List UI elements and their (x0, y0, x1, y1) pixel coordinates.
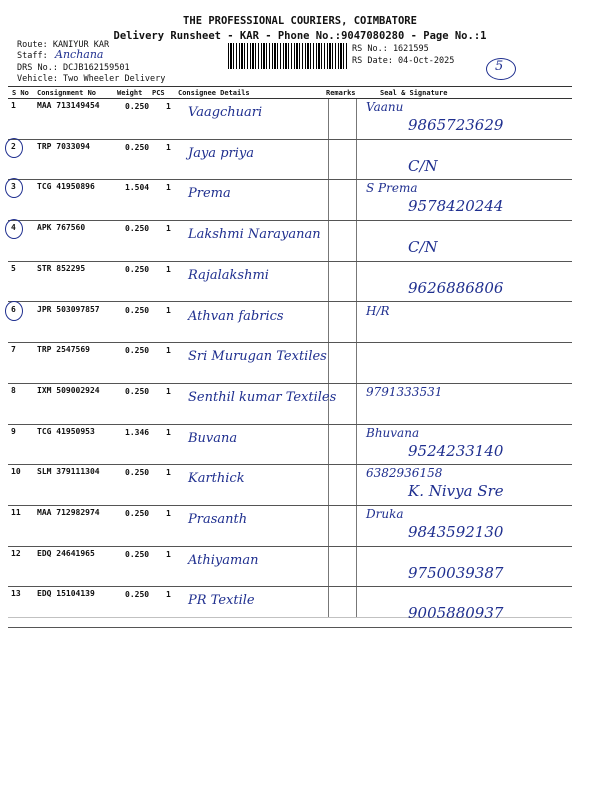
row-weight: 0.250 (125, 224, 150, 234)
row-sno: 3 (11, 182, 16, 192)
row-signature-bottom: 9750039387 (408, 563, 504, 582)
row-consignee: Vaagchuari (188, 105, 263, 120)
row-weight: 0.250 (125, 509, 150, 518)
row-weight: 0.250 (125, 590, 150, 600)
row-consignee: Karthick (188, 471, 245, 487)
row-signature-top: Bhuvana (366, 425, 420, 440)
row-consignment: APK 767560 (37, 223, 86, 233)
row-sno: 9 (11, 426, 16, 436)
row-pcs: 1 (166, 386, 171, 396)
row-sno: 11 (11, 508, 21, 517)
row-consignment: TCG 41950896 (37, 182, 95, 192)
row-consignment: EDQ 15104139 (37, 589, 95, 599)
row-sno: 7 (11, 345, 16, 355)
row-consignment: EDQ 24641965 (37, 548, 95, 558)
row-sno: 12 (11, 548, 21, 558)
row-pcs: 1 (166, 549, 171, 559)
table-row (0, 384, 600, 425)
row-consignment: SLM 379111304 (37, 467, 100, 477)
row-consignment: TRP 2547569 (37, 345, 90, 355)
row-sno: 5 (11, 263, 16, 273)
row-sno: 4 (11, 223, 16, 233)
row-pcs: 1 (166, 183, 171, 193)
row-weight: 0.250 (125, 142, 150, 152)
table-row (0, 140, 600, 181)
vehicle-info: Vehicle: Two Wheeler Delivery (17, 74, 166, 84)
row-weight: 0.250 (125, 264, 150, 274)
table-row (0, 547, 600, 588)
row-sno: 10 (11, 467, 21, 477)
row-weight: 0.250 (125, 386, 150, 396)
rs-date: RS Date: 04-Oct-2025 (352, 56, 455, 66)
header-top-rule (8, 86, 572, 87)
table-end-rule (8, 617, 572, 618)
row-signature-top: S Prema (366, 181, 418, 196)
row-pcs: 1 (166, 102, 171, 111)
row-consignee: Athiyaman (188, 552, 259, 568)
rs-number: RS No.: 1621595 (352, 44, 429, 54)
table-row (0, 180, 600, 221)
table-row (0, 99, 600, 140)
col-sno: S No (12, 89, 29, 97)
row-pcs: 1 (166, 264, 171, 274)
row-signature-bottom: 9843592130 (408, 523, 504, 541)
col-remarks: Remarks (326, 89, 356, 97)
row-pcs: 1 (166, 468, 171, 478)
staff-signature-name: Anchana (55, 48, 104, 61)
row-consignment: MAA 712982974 (37, 508, 100, 517)
row-sno: 2 (11, 141, 16, 151)
row-weight: 0.250 (125, 549, 150, 559)
row-sno: 1 (11, 101, 16, 110)
row-consignment: JPR 503097857 (37, 304, 100, 314)
row-consignment: MAA 713149454 (37, 101, 100, 110)
row-signature-top: Vaanu (366, 100, 404, 114)
row-consignee: PR Textile (188, 593, 255, 609)
row-consignee: Prema (188, 186, 231, 202)
row-consignee: Prasanth (188, 512, 248, 527)
row-pcs: 1 (166, 224, 171, 234)
page-mark: 5 (495, 59, 504, 74)
row-consignee: Lakshmi Narayanan (188, 227, 321, 243)
row-consignee: Athvan fabrics (188, 308, 284, 324)
col-seal: Seal & Signature (380, 89, 448, 97)
row-consignee: Sri Murugan Textiles (188, 349, 327, 365)
col-weight: Weight (117, 89, 143, 97)
table-row (0, 506, 600, 547)
table-row (0, 425, 600, 466)
row-pcs: 1 (166, 305, 171, 315)
row-signature-top: 9791333531 (366, 384, 443, 399)
row-sno: 6 (11, 304, 16, 314)
table-row (0, 262, 600, 303)
row-signature-bottom: 9005880937 (408, 604, 504, 623)
col-pcs: PCS (152, 89, 165, 97)
row-pcs: 1 (166, 346, 171, 356)
row-pcs: 1 (166, 427, 171, 437)
table-row (0, 221, 600, 262)
row-signature-bottom: 9578420244 (408, 197, 504, 216)
staff-label: Staff: (17, 51, 48, 61)
table-row (0, 343, 600, 384)
row-signature-top: Druka (366, 507, 404, 521)
row-weight: 0.250 (125, 102, 150, 111)
row-signature-bottom: K. Nivya Sre (408, 482, 504, 501)
route-label: Route: KANIYUR KAR (17, 40, 110, 50)
row-weight: 1.346 (125, 427, 150, 437)
table-row (0, 303, 600, 344)
row-consignee: Senthil kumar Textiles (188, 389, 337, 405)
row-signature-top: H/R (366, 303, 390, 318)
row-weight: 1.504 (125, 183, 150, 193)
table-row (0, 587, 600, 628)
row-weight: 0.250 (125, 305, 150, 315)
row-signature-bottom: C/N (408, 238, 438, 257)
row-sno: 13 (11, 589, 21, 599)
row-divider (8, 627, 572, 628)
col-consignment: Consignment No (37, 89, 97, 97)
runsheet-subtitle: Delivery Runsheet - KAR - Phone No.:9047080280 - Page No.:1 (113, 30, 487, 42)
row-sno: 8 (11, 385, 16, 395)
row-consignment: STR 852295 (37, 263, 86, 273)
row-consignment: TCG 41950953 (37, 426, 95, 436)
row-pcs: 1 (166, 142, 171, 152)
row-pcs: 1 (166, 509, 171, 518)
row-pcs: 1 (166, 590, 171, 600)
row-weight: 0.250 (125, 346, 150, 356)
col-consignee: Consignee Details (178, 89, 250, 97)
row-consignment: TRP 7033094 (37, 141, 90, 151)
row-signature-top: 6382936158 (366, 466, 443, 481)
table-row (0, 465, 600, 506)
row-weight: 0.250 (125, 468, 150, 478)
row-signature-bottom: 9626886806 (408, 278, 504, 297)
row-consignee: Buvana (188, 430, 238, 446)
drs-number: DRS No.: DCJB162159501 (17, 63, 130, 73)
row-signature-bottom: 9865723629 (408, 116, 504, 134)
barcode (228, 43, 348, 69)
row-signature-bottom: C/N (408, 156, 438, 175)
row-consignee: Jaya priya (188, 145, 254, 161)
row-consignment: IXM 509002924 (37, 385, 100, 395)
row-consignee: Rajalakshmi (188, 267, 269, 283)
row-signature-bottom: 9524233140 (408, 441, 504, 460)
company-title: THE PROFESSIONAL COURIERS, COIMBATORE (183, 15, 417, 27)
